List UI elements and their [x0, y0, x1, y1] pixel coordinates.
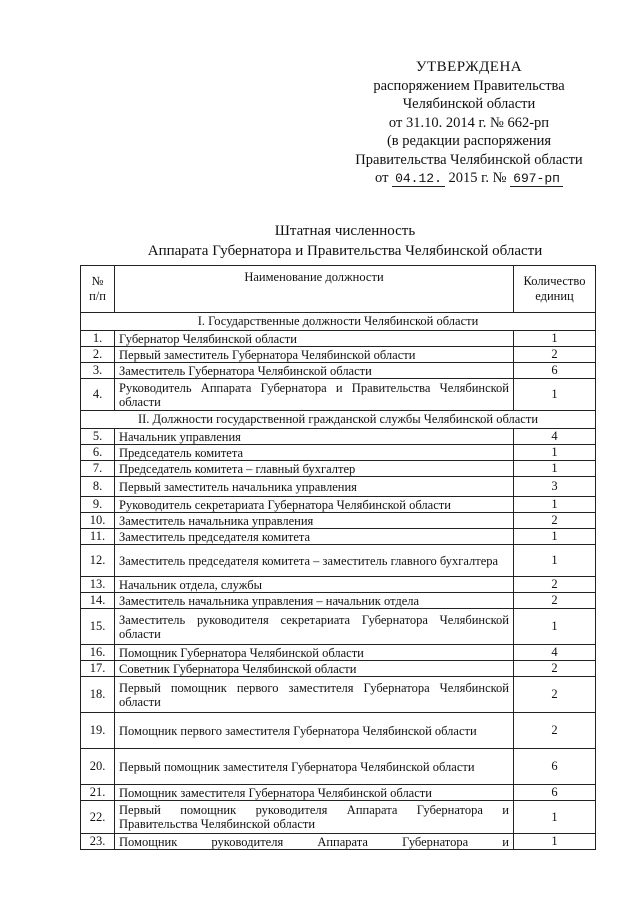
row-quantity: 2	[514, 593, 596, 609]
row-number: 19.	[81, 713, 115, 749]
row-number: 12.	[81, 545, 115, 577]
table-row	[81, 545, 596, 577]
table-row	[81, 801, 596, 834]
row-position: Заместитель председателя комитета – заместитель главного бухгалтера	[115, 545, 514, 577]
row-quantity: 1	[514, 529, 596, 545]
row-quantity: 1	[514, 801, 596, 834]
row-quantity: 6	[514, 749, 596, 785]
approval-line-6-prefix: от	[375, 170, 389, 186]
row-number: 17.	[81, 661, 115, 677]
table-row	[81, 609, 596, 645]
table-row	[81, 749, 596, 785]
row-position: Помощник руководителя Аппарата Губернатора и	[115, 834, 514, 850]
row-position: Помощник заместителя Губернатора Челябинской области	[115, 785, 514, 801]
row-number: 16.	[81, 645, 115, 661]
title-line-1: Штатная численность	[274, 223, 416, 239]
approval-heading: УТВЕРЖДЕНА	[415, 59, 523, 75]
table-row	[81, 347, 596, 363]
row-number: 14.	[81, 593, 115, 609]
table-row	[81, 577, 596, 593]
approval-line-5: Правительства Челябинской области	[355, 151, 583, 168]
row-quantity: 6	[514, 785, 596, 801]
table-row	[81, 661, 596, 677]
section-title: I. Государственные должности Челябинской области	[81, 313, 596, 331]
table-row	[81, 429, 596, 445]
row-position: Помощник Губернатора Челябинской области	[115, 645, 514, 661]
section-title: II. Должности государственной гражданской службы Челябинской области	[81, 411, 596, 429]
row-position: Заместитель начальника управления – начальник отдела	[115, 593, 514, 609]
approval-line-6-middle: 2015 г. №	[448, 170, 507, 186]
row-number: 22.	[81, 801, 115, 834]
header-number: № п/п	[81, 266, 115, 313]
row-quantity: 2	[514, 347, 596, 363]
row-position: Заместитель Губернатора Челябинской области	[115, 363, 514, 379]
table-row	[81, 834, 596, 850]
approval-line-2: Челябинской области	[402, 96, 536, 112]
header-quantity: Количество единиц	[514, 266, 596, 313]
row-quantity: 1	[514, 497, 596, 513]
row-quantity: 1	[514, 379, 596, 411]
amendment-number: 697-рп	[510, 171, 563, 187]
row-position: Губернатор Челябинской области	[115, 331, 514, 347]
approval-stamp-block	[340, 58, 598, 189]
row-number: 13.	[81, 577, 115, 593]
row-position: Первый помощник первого заместителя Губернатора Челябинской области	[115, 677, 514, 713]
table-row	[81, 477, 596, 497]
row-number: 2.	[81, 347, 115, 363]
row-quantity: 2	[514, 713, 596, 749]
row-number: 8.	[81, 477, 115, 497]
row-position: Первый помощник заместителя Губернатора Челябинской области	[115, 749, 514, 785]
approval-line-6	[340, 169, 598, 189]
row-quantity: 2	[514, 513, 596, 529]
row-quantity: 2	[514, 577, 596, 593]
row-position: Заместитель начальника управления	[115, 513, 514, 529]
table-row	[81, 461, 596, 477]
table-row	[81, 785, 596, 801]
row-quantity: 1	[514, 461, 596, 477]
row-number: 1.	[81, 331, 115, 347]
table-row	[81, 529, 596, 545]
row-quantity: 1	[514, 609, 596, 645]
row-quantity: 1	[514, 445, 596, 461]
row-position: Первый заместитель Губернатора Челябинской области	[115, 347, 514, 363]
row-number: 18.	[81, 677, 115, 713]
row-position: Советник Губернатора Челябинской области	[115, 661, 514, 677]
row-position: Начальник управления	[115, 429, 514, 445]
row-position: Председатель комитета – главный бухгалтер	[115, 461, 514, 477]
table-row	[81, 645, 596, 661]
row-number: 23.	[81, 834, 115, 850]
row-number: 3.	[81, 363, 115, 379]
row-number: 15.	[81, 609, 115, 645]
row-quantity: 1	[514, 545, 596, 577]
table-row	[81, 379, 596, 411]
row-number: 5.	[81, 429, 115, 445]
row-quantity: 2	[514, 661, 596, 677]
row-position: Помощник первого заместителя Губернатора Челябинской области	[115, 713, 514, 749]
row-position: Председатель комитета	[115, 445, 514, 461]
title-line-2: Аппарата Губернатора и Правительства Челябинской области	[147, 243, 543, 259]
approval-line-4: (в редакции распоряжения	[386, 133, 552, 149]
row-position: Заместитель председателя комитета	[115, 529, 514, 545]
table-header-row	[81, 266, 596, 313]
header-position: Наименование должности	[115, 266, 514, 313]
row-quantity: 6	[514, 363, 596, 379]
staff-table	[80, 265, 596, 850]
approval-line-3: от 31.10. 2014 г. № 662-рп	[388, 114, 550, 131]
table-row	[81, 363, 596, 379]
amendment-date: 04.12.	[392, 171, 445, 187]
table-row	[81, 331, 596, 347]
row-quantity: 1	[514, 834, 596, 850]
row-position: Первый заместитель начальника управления	[115, 477, 514, 497]
row-number: 9.	[81, 497, 115, 513]
row-quantity: 3	[514, 477, 596, 497]
table-row	[81, 497, 596, 513]
row-number: 6.	[81, 445, 115, 461]
row-number: 21.	[81, 785, 115, 801]
table-row	[81, 445, 596, 461]
row-quantity: 2	[514, 677, 596, 713]
table-row	[81, 593, 596, 609]
row-quantity: 1	[514, 331, 596, 347]
table-row	[81, 677, 596, 713]
row-quantity: 4	[514, 429, 596, 445]
table-row	[81, 513, 596, 529]
row-number: 4.	[81, 379, 115, 411]
row-number: 7.	[81, 461, 115, 477]
section-row	[81, 411, 596, 429]
row-number: 10.	[81, 513, 115, 529]
row-position: Руководитель Аппарата Губернатора и Правительства Челябинской области	[115, 379, 514, 411]
row-quantity: 4	[514, 645, 596, 661]
document-title	[130, 221, 560, 261]
row-position: Начальник отдела, службы	[115, 577, 514, 593]
table-row	[81, 713, 596, 749]
approval-line-1: распоряжением Правительства	[373, 77, 565, 94]
row-number: 11.	[81, 529, 115, 545]
row-position: Первый помощник руководителя Аппарата Губернатора и Правительства Челябинской области	[115, 801, 514, 834]
section-row	[81, 313, 596, 331]
row-number: 20.	[81, 749, 115, 785]
row-position: Заместитель руководителя секретариата Губернатора Челябинской области	[115, 609, 514, 645]
row-position: Руководитель секретариата Губернатора Челябинской области	[115, 497, 514, 513]
